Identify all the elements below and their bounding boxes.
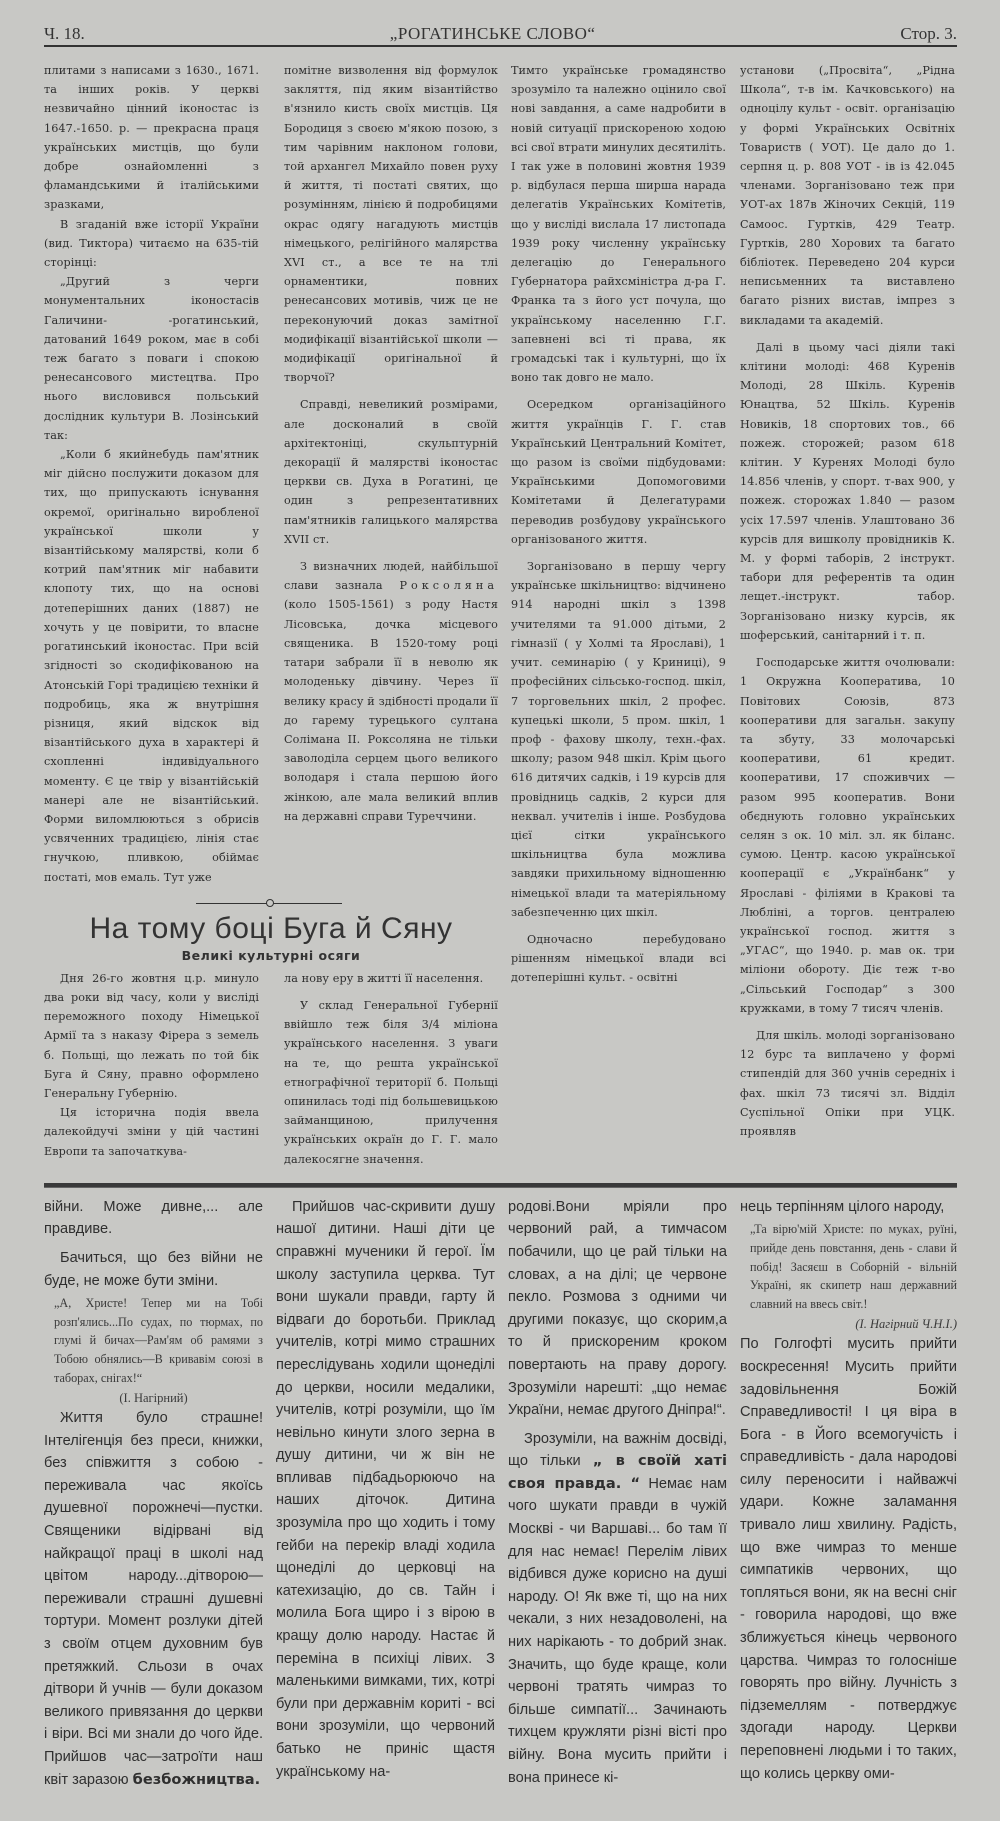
poem-quote: „А, Христе! Тепер ми на Тобі розп'ялись...По судах, по тюрмах, по глумі й бичах—Рам'ям об рамями з Тобою обнялись—В кривавім союзі в таборах, снігах!“ bbox=[54, 1296, 263, 1385]
right-half bbox=[511, 61, 957, 1141]
paragraph: Ця історична подія ввела далекойдучі зміни у цій частині Европи та започаткува- bbox=[44, 1106, 259, 1158]
issue-number: Ч. 18. bbox=[44, 24, 85, 43]
paragraph: війни. Може дивне,... але правдиве. bbox=[44, 1198, 263, 1238]
paragraph bbox=[508, 1428, 727, 1790]
bottom-column-2 bbox=[276, 1196, 495, 1783]
poem-author: (І. Нагірний) bbox=[119, 1391, 188, 1406]
paragraph: родові.Вони мріяли про червоний рай, а тимчасом побачили, що це рай тільки на словах, а на ділі; це червоне пекло. Розмова з одними чи другими показує, що скорим,а то й прискореним кроком повертають на праву дорогу. Зрозуміли нарешті: „що немає України, немає другого Дніпра!“. bbox=[508, 1198, 727, 1419]
top-column-2 bbox=[284, 61, 498, 826]
ornament-dot bbox=[266, 899, 274, 907]
top-column-4 bbox=[740, 61, 955, 1141]
paragraph: Прийшов час-скривити душу нашої дитини. Наші діти це справжні мученики й герої. Їм школу заступила церква. Тут вони шукали правди, гарту й відваги до боротьби. Приклад учителів, котрі мимо страшних переслідувань ходили щонеділі до церкви, носили медалики, учителів, котрі розуміли, що їм невільно кинути злого зерна в душу дитини, чи ж він не впливав підбадьорюючо на наших діточок. Дитина зрозуміла про що ходить і тому гейби на перекір владі ходила щонеділі до церковці на катехизацію, до св. Тайн і молила Бога щиро і з вірою в кращу долю народу. Настає й переміна в психіці лівих. З маленькими вимками, тих, котрі були при державнім кориті - всі вони зрозуміли, що червоний батько не приніс щастя українському на- bbox=[276, 1198, 495, 1780]
paragraph: Зорганізовано в першу чергу українське шкільництво: відчинено 914 народні шкіл з 1398 учителями та 91.000 дітьми, 2 гімназії ( у Холмі та Ярославі), 1 учит. семинарію ( у Криниці), 9 професійних сільсько-господ. шкіл, 7 торговельних шкіл, 2 профес. купецькі школи, 5 пром. шкіл, 1 проф - фахову школу, техн.-фах. школу; разом 948 шкіл. Крім цього 616 дитячих садків, і 19 курсів для провідниць садків, 2 курси для неквал. учителів і інше. Розбудова цієї сітки українського шкільництва була можлива завдяки прихильному відношенню німецької влади та матеріяльному забезпеченню цих шкіл. bbox=[511, 560, 726, 919]
text: Зрозуміли, на важнім досвіді, що тільки bbox=[508, 1430, 727, 1470]
emphasized-name: Роксоляна bbox=[399, 579, 498, 593]
paragraph: Осередком організаційного життя українців Г. Г. став Український Центральний Комітет, що разом із своїми підбудовами: Українськими Допомоговими Комітетами й Делегатурами переводив розбудову українського організованого життя. bbox=[511, 398, 726, 546]
paragraph: „Другий з черги монументальних іконостасів Галичини- -рогатинський, датований 1649 роком, має в собі теж багато з поваги і спокою ренесансового мистецтва. Про нього висловився польський дослідник культури В. Лозінський так: bbox=[44, 275, 259, 442]
bottom-column-1 bbox=[44, 1196, 263, 1791]
paragraph: Для шкіль. молоді зорганізовано 12 бурс та виплачено у формі стипендій для 360 учнів середніх і фах. шкіл 73 тисячі зл. Відділ Суспільної Опіки при УЦК. проявляв bbox=[740, 1028, 955, 1138]
bottom-column-4 bbox=[740, 1196, 957, 1785]
paragraph: По Голгофті мусить прийти воскресення! Мусить прийти задовільнення Божій Справедливості! І ця віра в Бога - в Його всемогучість і справедливість - дала народові силу переносити і найважчі удари. Кожне заламання тривало лиш хвилину. Радість, що вже чимраз то менше симпатиків червоних, що топляться вони, як на весні сніг - говорила народові, що вже зближується кінець червоного царства. Чимраз то голосніше говорять про війну. Лучність з підземеллям - потверджує здогади народу. Церкви переповнені людьми і то таких, що колись церкву оми- bbox=[740, 1336, 957, 1782]
text: Життя було страшне! Інтелігенція без преси, книжки, без співжиття з собою - переживала час якоїсь душевної порожнечі—пустки. Священики відірвані від найкращої праці в школі над цвітом народу...дітворою—переживали страшні душевні тортури. Момент розлуки дітей з своїм отцем духовним був претяжкий. Сльози в очах дітвори й учнів — були доказом великого привязання до церкви і віри. Всі ми знали до чого йде. Прийшов час—затроїти наш квіт заразою bbox=[44, 1410, 263, 1788]
newspaper-title: „РОГАТИНСЬКЕ СЛОВО“ bbox=[389, 24, 596, 43]
paragraph: Бачиться, що без війни не буде, не може бути зміни. bbox=[44, 1249, 263, 1289]
paragraph: Господарське життя очолювали: 1 Окружна Кооператива, 10 Повітових Союзів, 873 кооперативи для загальн. закупу та збуту, 33 молочарські кооперативи, 61 кредит. кооперативи, 17 споживчих — разом 995 кооператив. Вони обєднують головно українських селян з ок. 10 міл. зл. як біланс. сумою. Центр. касою української кооперації є „Українбанк“ у Ярославі - філіями в Кракові та Любліні, а торгов. централею української господ. життя з „УГАС“, що 1940. р. мав ок. три міліони обороту. Діє теж т-во „Сільський Господар“ з 300 кружками, в тому 7 тисяч членів. bbox=[740, 656, 955, 1015]
paragraph: „Коли б якийнебудь пам'ятник міг дійсно послужити доказом для тих, що припускають існування окремої, оригінально виробленої української школи у візантійському малярстві, коли б котрий пам'ятник міг набавити клопоту тих, що на основі дотеперішних даних (1887) не хочуть у це повірити, то власне рогатинський іконостас. При всій згідності зо скодифікованою на Атонській Горі традицією техніки й подробиць, яка ж внутрішня різниця, який відскок від візантійського духа в характері й схопленні індивідуального моменту. Є це твір у візантійській манері але не візантійський. Форми виломлюються з обрисів усвяченних традицією, лінія стає гнучкою, пливкою, обіймає постаті, мов емаль. Тут уже bbox=[44, 448, 259, 884]
bold-text: безбожництва. bbox=[132, 1770, 261, 1788]
article-columns bbox=[44, 969, 498, 1169]
bold-quote: „ в своїй хаті своя правда. “ bbox=[508, 1452, 727, 1492]
bottom-column-3 bbox=[508, 1196, 727, 1789]
bottom-section bbox=[44, 1196, 957, 1791]
paragraph bbox=[284, 557, 498, 826]
paragraph: Далі в цьому часі діяли такі клітини молоді: 468 Куренів Молоді, 28 Шкіль. Куренів Юнацтва, 52 Шкіль. Куренів Новиків, 18 спортових тов., 66 пожеж. сторожей; разом 618 клітин. У Куренях Молоді було 14.856 членів, у спорт. т-вах 900, у пожеж. сторожах 1.840 — разом усіх 17.597 членів. Улаштовано 36 курсів для вишколу провідників К. М. у формі таборів, 2 інструкт. табори для референтів та один лещет.-інструкт. табор. Зорганізовано низку курсів, як шоферський, санітарний і т. п. bbox=[740, 340, 955, 642]
article-headline: На тому боці Буга й Сяну bbox=[89, 911, 453, 945]
paragraph: помітне визволення від формулок закляття, під яким візантійство в'язнило кисть своїх мистців. Ця Бородиця з своєю м'якою позою, з тим чарівним наклоном голови, той архангел Михайло повен руху й життя, ті постаті святих, що розумінням, лінією й подробицями окрас одягу нагадують мистців німецького, релігійного малярства XVI ст., а все те на тлі орнаментики, повних ренесансових мотивів, чиж це не переконуючий доказ замітної модифікації візантійської школи — модифікації оригінальної й творчої? bbox=[284, 64, 498, 385]
text: (коло 1505-1561) з роду Настя Лісовська, дочка місцевого священика. В 1520-тому році татари забрали її в неволю як молоденьку дівчину. Через її велику красу й здібності продали її до гарему турецького султана Солімана II. Роксоляна не тільки заволоділа серцем цього великого володаря і стала першою його жінкою, але мала великий вплив на державні справи Туреччини. bbox=[284, 598, 498, 823]
paragraph: Одночасно перебудовано рішенням німецької влади всі дотеперішні культ. - освітні bbox=[511, 932, 726, 985]
section-separator bbox=[44, 1183, 957, 1188]
article-column-a bbox=[44, 969, 259, 1161]
top-left-columns bbox=[44, 61, 498, 887]
top-section bbox=[44, 61, 957, 1169]
text: Немає нам чого шукати правди в чужій Москві - чи Варшаві... бо там її для нас немає! Перелім лівих відбився дуже корисно на душі народу. О! Як вже ті, що на них чекали, з них незадоволені, на них нарікають - то добрий знак. Значить, що буде краще, коли червоні тратять чимраз то більше симпатії... Зачинають тихцем кружляти різні вісті про війну. Вона мусить прийти і вона принесе кі- bbox=[508, 1475, 727, 1786]
top-column-3 bbox=[511, 61, 726, 988]
paragraph: нець терпінням цілого народу, bbox=[740, 1198, 945, 1215]
top-column-1 bbox=[44, 61, 259, 887]
paragraph: В згаданій вже історії України (вид. Тиктора) читаємо на 635-тій сторінці: bbox=[44, 217, 259, 270]
article-subheadline: Великі культурні осяги bbox=[181, 947, 361, 963]
paragraph: Дня 26-го жовтня ц.р. минуло два роки від часу, коли у висліді переможного походу Німецької Армії та з наказу Фірера з земель б. Польщі, що лежать по той бік Буга й Сяну, правно оформлено Генеральну Губернію. bbox=[44, 971, 259, 1100]
ornament bbox=[44, 897, 498, 911]
poem-author: (І. Нагірний Ч.Н.І.) bbox=[855, 1317, 957, 1332]
poem-quote: „Та вірю'мій Христе: по муках, руїні, прийде день повстання, день - слави й побід! Засяєш в Соборній - вільній Україні, як скипетр наш державний славний на ввесь світ.! bbox=[750, 1222, 957, 1311]
page-header bbox=[44, 24, 957, 47]
article-column-b bbox=[284, 969, 498, 1169]
paragraph: Тимто українське громадянство зрозуміло та належно оцінило свої нові завдання, а саме надробити в новій ситуації прискореною ходою всі свої втрати минулих десятиліть. І так уже в половині жовтня 1939 р. відбулася перша ширша нарада делегатів Українських Комітетів, що у висліді вислала 17 листопада 1939 року численну українську делегацію до Генерального Губернатора райхсміністра д-ра Г. Франка та з його уст почула, що українському населенню Г.Г. запевнені всі ті права, як громадські так і культурні, що їх воно так довго не мало. bbox=[511, 64, 726, 385]
text: З визначних людей, найбільшої слави зазнала bbox=[284, 560, 498, 593]
paragraph: У склад Генеральної Губернії ввійшло теж біля 3/4 міліона українського населення. З уваги на те, що решта української етнографічної території б. Польщі опинилась тоді під большевицькою займанщиною, прилучення українських окраїн до Г. Г. мало далекосягне значення. bbox=[284, 998, 498, 1166]
page-number: Стор. 3. bbox=[900, 24, 957, 43]
paragraph bbox=[44, 1407, 263, 1791]
left-half bbox=[44, 61, 498, 1169]
paragraph: Справді, невеликий розмірами, але досконалий в своїй архітектоніці, скульптурній декорації й малярстві іконостас церкви св. Духа в Рогатині, це один з репрезентативних пам'ятників галицького малярства XVII ст. bbox=[284, 398, 498, 546]
paragraph: установи („Просвіта“, „Рідна Школа“, т-в ім. Качковського) на одноцілу культ - освіт. організацію у формі Українських Освітніх Товариств ( УОТ). Це дало до 1. серпня ц. р. 808 УОТ - ів із 42.045 членами. Зорганізовано теж при УОТ-ах 187в Жіночих Секцій, 119 Самоос. Гуртків, 429 Театр. Гуртків, 280 Хорових та багато бібліотек. Переведено 204 курси неписьменних та виставлено багато різних вистав, імпрез з викладами та академій. bbox=[740, 64, 955, 327]
paragraph: ла нову еру в житті її населення. bbox=[284, 971, 484, 985]
paragraph: плитами з написами з 1630., 1671. та інших років. У церкві незвичайно цінний іконостас із 1647.-1650. р. — прекрасна праця українських мистців, що були добре ознайомленні з фламандськими й італійськими зразками, bbox=[44, 64, 259, 212]
